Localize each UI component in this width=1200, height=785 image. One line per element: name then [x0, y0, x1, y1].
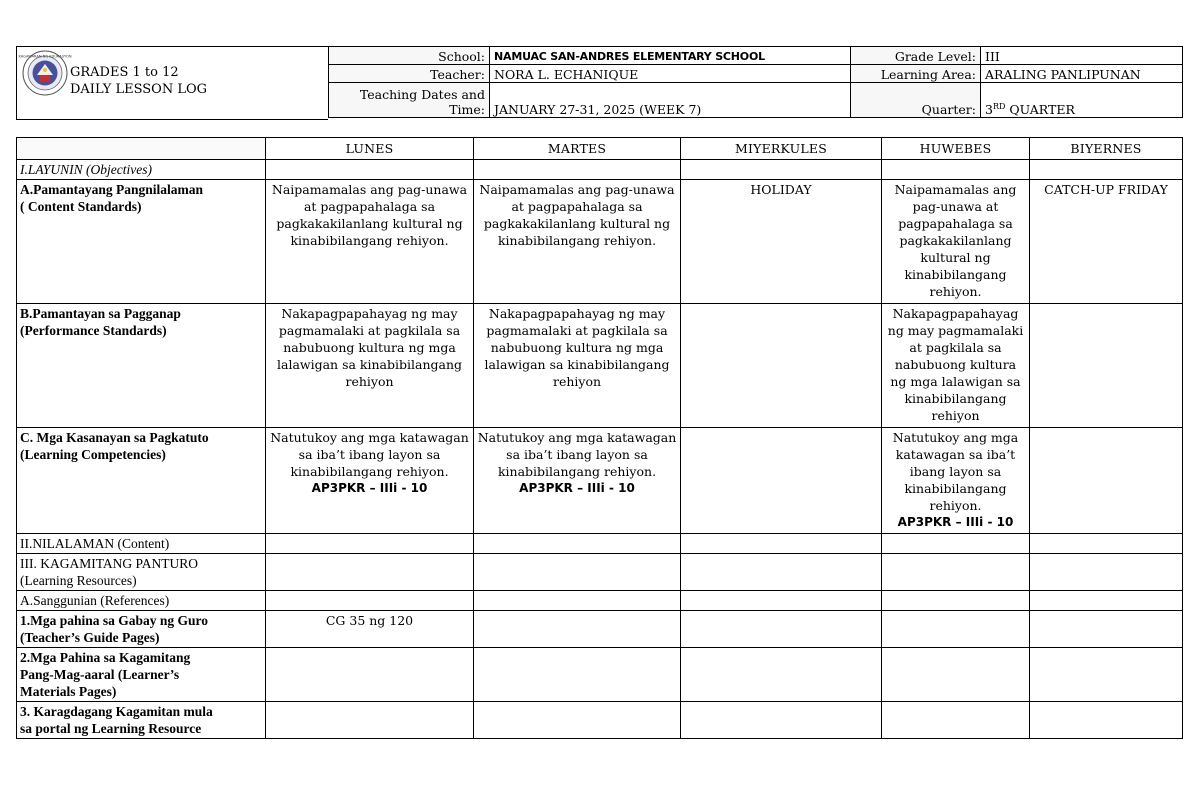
competencies-martes [474, 428, 681, 534]
content-row [17, 534, 1183, 554]
competency-code: AP3PKR – IIIi - 10 [311, 481, 428, 495]
performance-standards-line2: (Performance Standards) [20, 323, 167, 338]
day-lunes: LUNES [266, 138, 474, 160]
content-standards-huwebes: Naipamamalas ang pag-unawa at pagpapahalaga sa pagkakakilanlang kultural ng kinabibilangang rehiyon. [882, 180, 1030, 304]
teacher-label: Teacher: [329, 65, 490, 83]
content-standards-label [17, 180, 266, 304]
day-martes: MARTES [474, 138, 681, 160]
learner-materials-label [17, 648, 266, 702]
objectives-row [17, 160, 1183, 180]
competencies-text: Natutukoy ang mga katawagan sa iba’t ibang layon sa kinabibilangang rehiyon. [477, 430, 677, 479]
competencies-text: Natutukoy ang mga katawagan sa iba’t ibang layon sa kinabibilangang rehiyon. [270, 430, 469, 479]
holiday-cell: HOLIDAY [681, 180, 882, 304]
performance-standards-martes: Nakapagpapahayag ng may pagmamalaki at pagkilala sa nabubuong kultura ng mga lalawigan sa kinabibilangang rehiyon [474, 304, 681, 428]
competencies-line2: (Learning Competencies) [20, 447, 166, 462]
content-standards-row [17, 180, 1183, 304]
dates-label [329, 83, 490, 118]
learner-materials-line3: Materials Pages) [20, 684, 117, 699]
content-label: II.NILALAMAN (Content) [17, 534, 266, 554]
dates-label-line1: Teaching Dates and [359, 87, 485, 102]
learning-resources-line1: III. KAGAMITANG PANTURO [20, 556, 199, 571]
grades-label: GRADES 1 to 12 [70, 65, 179, 80]
day-miyerkules: MIYERKULES [681, 138, 882, 160]
learning-resources-label [17, 554, 266, 591]
portal-resources-line2: sa portal ng Learning Resource [20, 721, 202, 736]
performance-standards-row [17, 304, 1183, 428]
learning-area-label: Learning Area: [851, 65, 981, 83]
quarter-label: Quarter: [851, 83, 981, 118]
competencies-huwebes [882, 428, 1030, 534]
content-standards-lunes: Naipamamalas ang pag-unawa at pagpapahalaga sa pagkakakilanlang kultural ng kinabibilangang rehiyon. [266, 180, 474, 304]
lesson-log-table [16, 137, 1183, 739]
teacher-guide-line1: 1.Mga pahina sa Gabay ng Guro [20, 613, 209, 628]
log-title: DAILY LESSON LOG [70, 82, 208, 97]
dates-label-line2: Time: [449, 102, 485, 117]
performance-standards-huwebes: Nakapagpapahayag ng may pagmamalaki at pagkilala sa nabubuong kultura ng mga lalawigan sa kinabibilangang rehiyon [882, 304, 1030, 428]
deped-seal-icon [18, 50, 72, 96]
teacher-value: NORA L. ECHANIQUE [490, 65, 851, 83]
teacher-guide-row [17, 611, 1183, 648]
content-standards-line2: ( Content Standards) [20, 199, 142, 214]
learner-materials-row [17, 648, 1183, 702]
references-row [17, 591, 1183, 611]
competencies-label [17, 428, 266, 534]
content-standards-martes: Naipamamalas ang pag-unawa at pagpapahalaga sa pagkakakilanlang kultural ng kinabibilangang rehiyon. [474, 180, 681, 304]
portal-resources-row [17, 702, 1183, 739]
grade-level-label: Grade Level: [851, 47, 981, 65]
grade-level-value: III [981, 47, 1183, 65]
catchup-friday-cell: CATCH-UP FRIDAY [1030, 180, 1183, 304]
header-blank [17, 138, 266, 160]
performance-standards-label [17, 304, 266, 428]
teacher-guide-label [17, 611, 266, 648]
competencies-row [17, 428, 1183, 534]
teacher-guide-line2: (Teacher’s Guide Pages) [20, 630, 160, 645]
learner-materials-line1: 2.Mga Pahina sa Kagamitang [20, 650, 191, 665]
competencies-line1: C. Mga Kasanayan sa Pagkatuto [20, 430, 209, 445]
school-value: NAMUAC SAN-ANDRES ELEMENTARY SCHOOL [490, 47, 851, 65]
quarter-value: 3RD QUARTER [981, 83, 1183, 118]
learner-materials-line2: Pang-Mag-aaral (Learner’s [20, 667, 180, 682]
portal-resources-line1: 3. Karagdagang Kagamitan mula [20, 704, 213, 719]
competency-code: AP3PKR – IIIi - 10 [519, 481, 635, 495]
school-label: School: [329, 47, 490, 65]
performance-standards-line1: B.Pamantayan sa Pagganap [20, 306, 181, 321]
competencies-lunes [266, 428, 474, 534]
objectives-label: I.LAYUNIN (Objectives) [17, 160, 266, 180]
grade-title-block [70, 64, 207, 98]
portal-resources-label [17, 702, 266, 739]
performance-standards-lunes: Nakapagpapahayag ng may pagmamalaki at pagkilala sa nabubuong kultura ng mga lalawigan sa kinabibilangang rehiyon [266, 304, 474, 428]
learning-resources-row [17, 554, 1183, 591]
references-label: A.Sanggunian (References) [17, 591, 266, 611]
day-huwebes: HUWEBES [882, 138, 1030, 160]
day-biyernes: BIYERNES [1030, 138, 1183, 160]
competency-code: AP3PKR – IIIi - 10 [897, 515, 1014, 529]
header-info-table [328, 46, 1183, 118]
svg-text:KAGAWARAN NG EDUKASYON: KAGAWARAN NG EDUKASYON [18, 54, 72, 59]
learning-resources-line2: (Learning Resources) [20, 573, 137, 588]
content-standards-line1: A.Pamantayang Pangnilalaman [20, 182, 204, 197]
teacher-guide-lunes: CG 35 ng 120 [266, 611, 474, 648]
dates-value: JANUARY 27-31, 2025 (WEEK 7) [490, 83, 851, 118]
day-header-row [17, 138, 1183, 160]
competencies-text: Natutukoy ang mga katawagan sa iba’t ibang layon sa kinabibilangang rehiyon. [892, 430, 1019, 513]
learning-area-value: ARALING PANLIPUNAN [981, 65, 1183, 83]
